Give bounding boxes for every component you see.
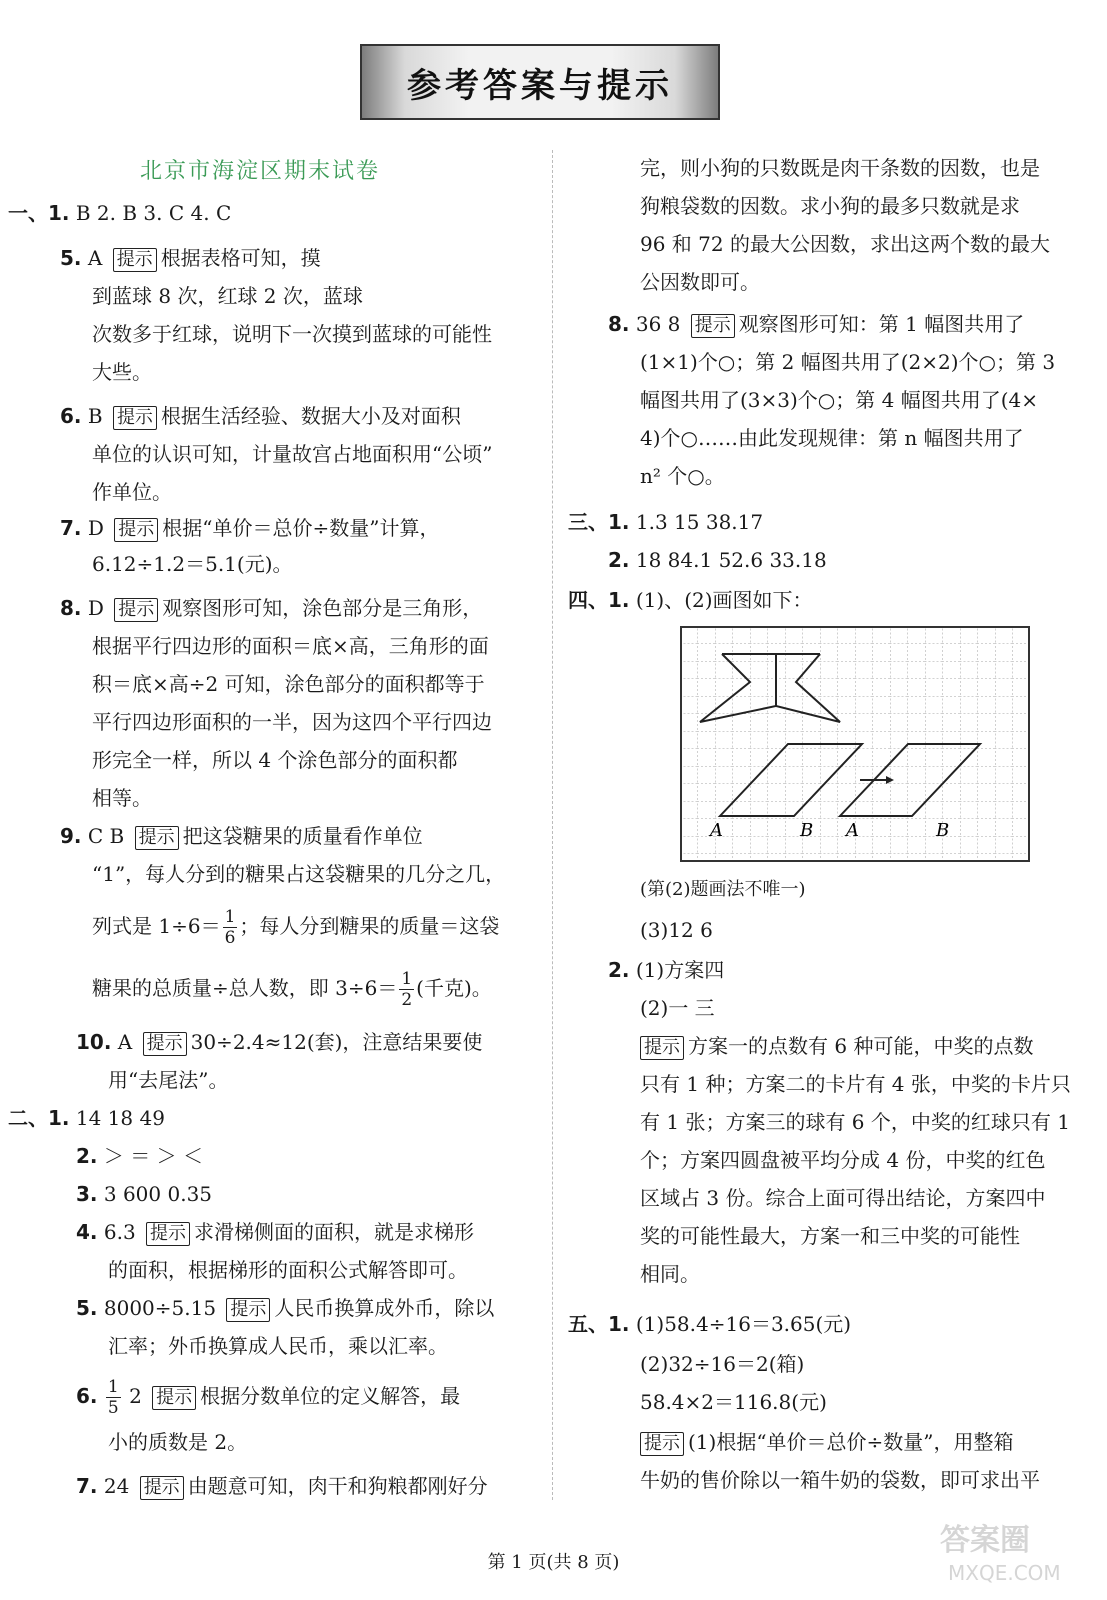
answer-line: (3)12 6 xyxy=(640,918,713,942)
answer-line: 相等。 xyxy=(92,786,152,810)
answer-line: 四、1. (1)、(2)画图如下： xyxy=(568,588,813,612)
answer-line: 单位的认识可知，计量故宫占地面积用“公顷” xyxy=(92,442,493,466)
answer-line: 糖果的总质量÷总人数，即 3÷6＝ $\frac{1}{2}$ (千克)。 xyxy=(92,969,492,1010)
answer-line: 7. 24 提示 由题意可知，肉干和狗粮都刚好分 xyxy=(76,1474,488,1498)
answer-line: 牛奶的售价除以一箱牛奶的袋数，即可求出平 xyxy=(640,1468,1040,1492)
figure-note: (第(2)题画法不唯一) xyxy=(640,879,806,900)
answer-line: 公因数即可。 xyxy=(640,270,760,294)
column-divider xyxy=(552,150,553,1500)
answer-line: 列式是 1÷6＝ $\frac{1}{6}$ ；每人分到糖果的质量＝这袋 xyxy=(92,907,500,948)
answer-line: 五、1. (1)58.4÷16＝3.65(元) xyxy=(568,1312,852,1336)
answer-line: (2)32÷16＝2(箱) xyxy=(640,1352,805,1376)
label-a2: A xyxy=(846,820,859,841)
hint-tag: 提示 xyxy=(691,314,735,338)
answer-line: 8. 36 8 提示 观察图形可知：第 1 幅图共用了 xyxy=(608,312,1025,336)
answer-line: n² 个○。 xyxy=(640,464,725,488)
answer-line: 4)个○……由此发现规律：第 n 幅图共用了 xyxy=(640,426,1024,450)
answer-line: 5. A 提示 根据表格可知，摸 xyxy=(60,246,321,270)
hint-tag: 提示 xyxy=(114,518,158,542)
answer-line: 有 1 张；方案三的球有 6 个，中奖的红球只有 1 xyxy=(640,1110,1070,1134)
banner-title: 参考答案与提示 xyxy=(407,65,673,106)
answer-line: 个；方案四圆盘被平均分成 4 份，中奖的红色 xyxy=(640,1148,1046,1172)
answer-line: 96 和 72 的最大公因数，求出这两个数的最大 xyxy=(640,232,1050,256)
hint-tag: 提示 xyxy=(146,1222,190,1246)
watermark-url: MXQE.COM xyxy=(948,1561,1061,1585)
answer-line: 10. A 提示 30÷2.4≈12(套)，注意结果要使 xyxy=(76,1030,483,1054)
answer-line: 4. 6.3 提示 求滑梯侧面的面积，就是求梯形 xyxy=(76,1220,475,1244)
answer-line: 的面积，根据梯形的面积公式解答即可。 xyxy=(108,1258,468,1282)
answer-line: 6.12÷1.2＝5.1(元)。 xyxy=(92,552,293,576)
answer-line: 到蓝球 8 次，红球 2 次，蓝球 xyxy=(92,284,363,308)
hint-tag: 提示 xyxy=(113,248,157,272)
answer-line: 2. (1)方案四 xyxy=(608,958,725,982)
answer-line: 2. 18 84.1 52.6 33.18 xyxy=(608,548,827,572)
fraction: $\frac{1}{2}$ xyxy=(401,969,413,1010)
fraction: $\frac{1}{5}$ xyxy=(107,1377,119,1418)
banner-title-box xyxy=(360,44,720,120)
hint-tag: 提示 xyxy=(226,1298,270,1322)
answer-line: 58.4×2＝116.8(元) xyxy=(640,1390,827,1414)
label-a1: A xyxy=(710,820,723,841)
answer-line: 区域占 3 份。综合上面可得出结论，方案四中 xyxy=(640,1186,1046,1210)
hint-tag: 提示 xyxy=(135,826,179,850)
answer-line: “1”，每人分到的糖果占这袋糖果的几分之几， xyxy=(92,862,506,886)
section-subtitle: 北京市海淀区期末试卷 xyxy=(140,159,381,184)
answer-line: 奖的可能性最大，方案一和三中奖的可能性 xyxy=(640,1224,1020,1248)
answer-line: 用“去尾法”。 xyxy=(108,1068,229,1092)
watermark-logo xyxy=(930,1510,1090,1590)
hint-tag: 提示 xyxy=(152,1386,196,1410)
answer-line: 提示 方案一的点数有 6 种可能，中奖的点数 xyxy=(640,1034,1033,1060)
answer-line: 2. ＞ ＝ ＞ ＜ xyxy=(76,1144,203,1168)
answer-line: 相同。 xyxy=(640,1262,700,1286)
hint-tag: 提示 xyxy=(114,598,158,622)
answer-line: 幅图共用了(3×3)个○；第 4 幅图共用了(4× xyxy=(640,388,1038,412)
answer-line: 8. D 提示 观察图形可知，涂色部分是三角形， xyxy=(60,596,483,620)
answer-line: 一、1. B 2. B 3. C 4. C xyxy=(8,201,232,225)
answer-line: 小的质数是 2。 xyxy=(108,1430,248,1454)
hint-tag: 提示 xyxy=(640,1036,684,1060)
answer-line: 大些。 xyxy=(92,360,152,384)
answer-line: 平行四边形面积的一半，因为这四个平行四边 xyxy=(92,710,492,734)
answer-line: 5. 8000÷5.15 提示 人民币换算成外币，除以 xyxy=(76,1296,495,1320)
fraction: $\frac{1}{6}$ xyxy=(224,907,236,948)
page-footer: 第 1 页(共 8 页) xyxy=(487,1552,620,1573)
answer-line: 只有 1 种；方案二的卡片有 4 张，中奖的卡片只 xyxy=(640,1072,1071,1096)
answer-line: 提示 (1)根据“单价＝总价÷数量”，用整箱 xyxy=(640,1430,1014,1456)
answer-line: 二、1. 14 18 49 xyxy=(8,1106,165,1130)
answer-line: 6. $\frac{1}{5}$ 2 提示 根据分数单位的定义解答，最 xyxy=(76,1377,461,1418)
answer-line: 形完全一样，所以 4 个涂色部分的面积都 xyxy=(92,748,458,772)
answer-line: 3. 3 600 0.35 xyxy=(76,1182,213,1206)
answer-line: 狗粮袋数的因数。求小狗的最多只数就是求 xyxy=(640,194,1020,218)
hint-tag: 提示 xyxy=(140,1476,184,1500)
label-b2: B xyxy=(936,820,950,841)
answer-line: 汇率；外币换算成人民币，乘以汇率。 xyxy=(108,1334,448,1358)
answer-line: 三、1. 1.3 15 38.17 xyxy=(568,510,764,534)
hint-tag: 提示 xyxy=(640,1432,684,1456)
answer-line: 积＝底×高÷2 可知，涂色部分的面积都等于 xyxy=(92,672,485,696)
answer-line: 次数多于红球，说明下一次摸到蓝球的可能性 xyxy=(92,322,492,346)
answer-line: (1×1)个○；第 2 幅图共用了(2×2)个○；第 3 xyxy=(640,350,1056,374)
hint-tag: 提示 xyxy=(113,406,157,430)
hint-tag: 提示 xyxy=(143,1032,187,1056)
answer-line: 根据平行四边形的面积＝底×高，三角形的面 xyxy=(92,634,489,658)
answer-line: 6. B 提示 根据生活经验、数据大小及对面积 xyxy=(60,404,461,428)
answer-line: 7. D 提示 根据“单价＝总价÷数量”计算， xyxy=(60,516,440,540)
answer-line: 作单位。 xyxy=(92,480,172,504)
answer-line: 9. C B 提示 把这袋糖果的质量看作单位 xyxy=(60,824,423,848)
label-b1: B xyxy=(800,820,814,841)
grid-figure xyxy=(680,626,1030,862)
answer-line: 完，则小狗的只数既是肉干条数的因数，也是 xyxy=(640,156,1040,180)
answer-line: (2)一 三 xyxy=(640,996,715,1020)
watermark-text: 答案圈 xyxy=(940,1523,1030,1558)
